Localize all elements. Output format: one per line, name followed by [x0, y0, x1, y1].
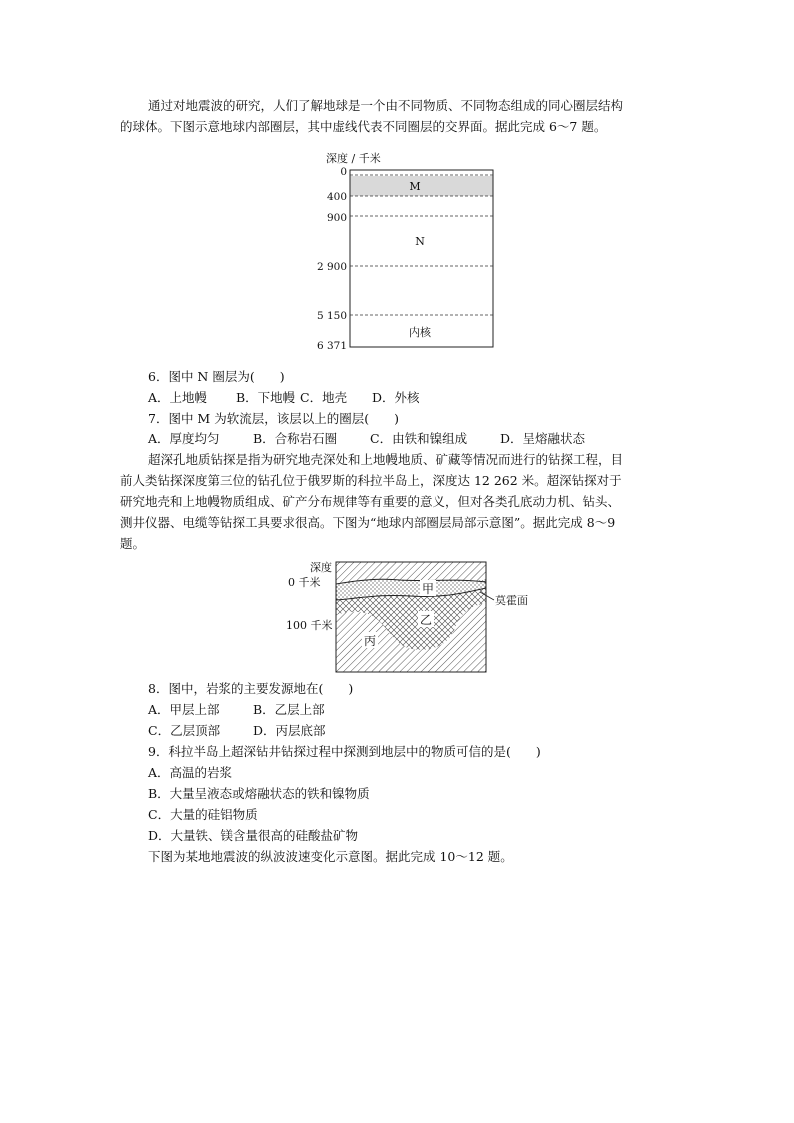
- fig2-label-0km: 0 千米: [288, 576, 321, 589]
- q9-option-c[interactable]: C．大量的硅铝物质: [148, 807, 258, 822]
- layer-core-label: 内核: [409, 326, 431, 339]
- q8-option-c[interactable]: C．乙层顶部: [148, 723, 221, 738]
- q8-option-b[interactable]: B．乙层上部: [253, 702, 325, 717]
- q6-option-c[interactable]: C．地壳: [300, 390, 348, 405]
- passage3-line1: 下图为某地地震波的纵波波速变化示意图。据此完成 10～12 题。: [148, 849, 513, 864]
- fig2-label-100km: 100 千米: [286, 619, 333, 632]
- fig2-depth-title: 深度: [310, 561, 332, 574]
- q8-options-row2: [148, 722, 326, 740]
- q8-options-row1: [148, 701, 325, 719]
- q8-stem: 8．图中，岩浆的主要发源地在( ): [148, 681, 354, 696]
- q6-stem: 6．图中 N 圈层为( ): [148, 369, 285, 384]
- q7-option-d[interactable]: D．呈熔融状态: [500, 431, 586, 446]
- q9-option-b[interactable]: B．大量呈液态或熔融状态的铁和镍物质: [148, 786, 370, 801]
- layer-yi-label: 乙: [420, 613, 433, 627]
- q6-options: [148, 389, 420, 407]
- crust-moho-diagram: [280, 558, 560, 676]
- q9-stem: 9．科拉半岛上超深钻井钻探过程中探测到地层中的物质可信的是( ): [148, 744, 541, 759]
- moho-label: 莫霍面: [495, 594, 528, 607]
- layer-M-label: M: [409, 180, 421, 193]
- passage2-line5: 题。: [120, 536, 146, 551]
- q6-option-d[interactable]: D．外核: [372, 390, 420, 405]
- depth-label-900: 900: [326, 212, 347, 224]
- passage2-line1: 超深孔地质钻探是指为研究地壳深处和上地幔地质、矿藏等情况而进行的钻探工程，目: [148, 452, 624, 467]
- q7-options: [148, 430, 585, 448]
- layer-bing-label: 丙: [364, 634, 377, 648]
- passage2-line4: 测井仪器、电缆等钻探工具要求很高。下图为“地球内部圈层局部示意图”。据此完成 8～9: [120, 515, 616, 530]
- layer-M-band: [350, 176, 493, 196]
- depth-label-5150: 5 150: [316, 310, 347, 322]
- q8-option-a[interactable]: A．甲层上部: [148, 702, 220, 717]
- q9-option-a[interactable]: A．高温的岩浆: [148, 765, 233, 780]
- depth-label-0: 0: [340, 166, 347, 178]
- earth-layers-diagram: [310, 150, 510, 355]
- passage1-line2: 的球体。下图示意地球内部圈层，其中虚线代表不同圈层的交界面。据此完成 6～7 题。: [120, 119, 607, 134]
- layer-N-label: N: [415, 235, 425, 248]
- q6-option-b[interactable]: B．下地幔: [236, 390, 296, 405]
- passage2-line2: 前人类钻探深度第三位的钻孔位于俄罗斯的科拉半岛上，深度达 12 262 米。超深钻探对于: [120, 473, 622, 488]
- q7-option-c[interactable]: C．由铁和镍组成: [370, 431, 468, 446]
- q6-option-a[interactable]: A．上地幔: [148, 390, 208, 405]
- layer-jia-label: 甲: [422, 582, 435, 596]
- passage2-line3: 研究地壳和上地幔物质组成、矿产分布规律等有重要的意义，但对各类孔底动力机、钻头、: [120, 494, 621, 509]
- q9-option-d[interactable]: D．大量铁、镁含量很高的硅酸盐矿物: [148, 828, 359, 843]
- depth-label-2900: 2 900: [316, 261, 347, 273]
- depth-axis-title: 深度 / 千米: [326, 152, 381, 165]
- passage1-line1: 通过对地震波的研究，人们了解地球是一个由不同物质、不同物态组成的同心圈层结构: [148, 98, 624, 113]
- depth-label-6371: 6 371: [316, 340, 347, 352]
- q7-option-a[interactable]: A．厚度均匀: [148, 431, 220, 446]
- depth-label-400: 400: [326, 191, 347, 203]
- q7-option-b[interactable]: B．合称岩石圈: [253, 431, 338, 446]
- diagram-frame: [350, 170, 493, 347]
- q8-option-d[interactable]: D．丙层底部: [253, 723, 326, 738]
- q7-stem: 7．图中 M 为软流层，该层以上的圈层( ): [148, 411, 399, 426]
